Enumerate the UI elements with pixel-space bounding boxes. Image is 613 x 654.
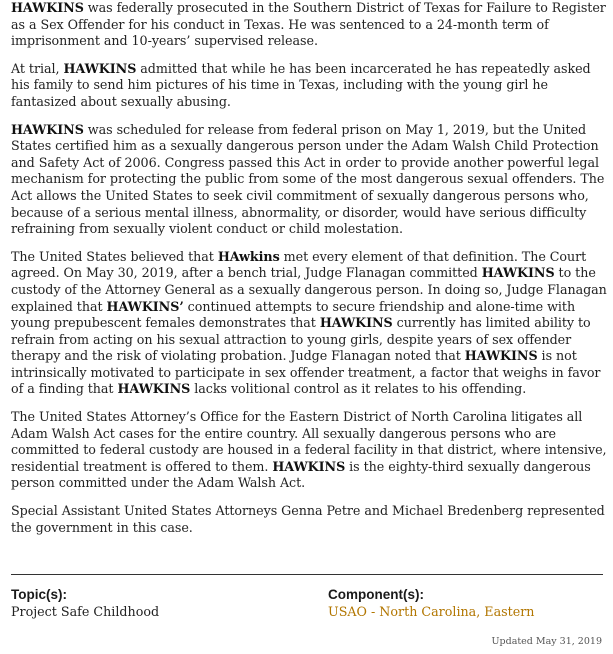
- paragraph-text: Special Assistant United States Attorneys Genna Petre and Michael Bredenberg represented the government in this case.: [11, 503, 605, 535]
- components-label: Component(s):: [328, 587, 424, 602]
- press-release-body: [11, 0, 609, 547]
- paragraph-text: to the custody of the Attorney General as a sexually dangerous person. In doing so, Judge Flanagan explained that: [11, 265, 607, 314]
- defendant-name: HAWKINS: [481, 265, 555, 281]
- paragraph-prosecutors: [11, 503, 609, 536]
- defendant-name: HAWKINS: [464, 348, 538, 364]
- defendant-name: HAWKINS’: [106, 298, 184, 314]
- defendant-name: HAWKINS: [117, 381, 191, 397]
- paragraph-text: met every element of that definition. The Court agreed. On May 30, 2019, after a bench trial, Judge Flanagan committed: [11, 248, 587, 281]
- paragraph-text: continued attempts to secure friendship and alone-time with young prepubescent females demonstrates that: [11, 298, 576, 331]
- paragraph-text: was scheduled for release from federal prison on May 1, 2019, but the United States certified him as a sexually dangerous person under the Adam Walsh Child Protection and Safety Act of 2006. Congress passed this Act in order to provide another powerful legal mechanism for protecting the public from some of the most dangerous sexual offenders. The Act allows the United States to seek civil commitment of sexually dangerous persons who, because of a serious mental illness, abnormality, or disorder, would have serious difficulty refraining from sexually violent conduct or child molestation.: [11, 121, 605, 237]
- paragraph-text: is the eighty-third sexually dangerous person committed under the Adam Walsh Act.: [11, 458, 591, 491]
- topics-section: [11, 587, 159, 620]
- paragraph-commitment-ruling: [11, 249, 609, 398]
- paragraph-usao-role: [11, 409, 609, 492]
- paragraph-text: is not intrinsically motivated to participate in sex offender treatment, a factor that weighs in favor of a finding that: [11, 348, 601, 397]
- defendant-name: HAWKINS: [272, 458, 346, 474]
- paragraph-text: was federally prosecuted in the Southern District of Texas for Failure to Register as a Sex Offender for his conduct in Texas. He was sentenced to a 24-month term of imprisonment and 10-years’ supervised release.: [11, 0, 606, 49]
- defendant-name: HAWKINS: [319, 315, 393, 331]
- paragraph-text: admitted that while he has been incarcerated he has repeatedly asked his family to send him pictures of his time in Texas, including with the young girl he fantasized about sexually abusing.: [11, 60, 591, 109]
- component-link[interactable]: USAO - North Carolina, Eastern: [328, 604, 535, 619]
- defendant-name: HAWKINS: [11, 0, 84, 15]
- updated-date: Updated May 31, 2019: [491, 636, 602, 647]
- topics-label: Topic(s):: [11, 587, 67, 602]
- paragraph-trial-admission: [11, 61, 609, 111]
- section-divider: [11, 574, 603, 575]
- topics-value: Project Safe Childhood: [11, 604, 160, 619]
- components-section: [328, 587, 534, 620]
- paragraph-sentence: [11, 0, 609, 50]
- paragraph-text: The United States Attorney’s Office for the Eastern District of North Carolina litigates all Adam Walsh Act cases for the entire country. All sexually dangerous persons who are committed to federal custody are housed in a federal facility in that district, where intensive, residential treatment is offered to them.: [11, 409, 607, 474]
- paragraph-text: The United States believed that: [11, 248, 218, 264]
- defendant-name: HAWKINS: [63, 60, 137, 76]
- paragraph-text: currently has limited ability to refrain from acting on his sexual attraction to young girls, despite years of sex offender therapy and the risk of violating probation. Judge Flanagan noted that: [11, 315, 591, 364]
- paragraph-adam-walsh-act: [11, 122, 609, 238]
- defendant-name: HAWKINS: [11, 121, 84, 137]
- defendant-name: HAwkins: [217, 248, 280, 264]
- paragraph-text: lacks volitional control as it relates to his offending.: [190, 381, 527, 397]
- paragraph-text: At trial,: [11, 60, 64, 76]
